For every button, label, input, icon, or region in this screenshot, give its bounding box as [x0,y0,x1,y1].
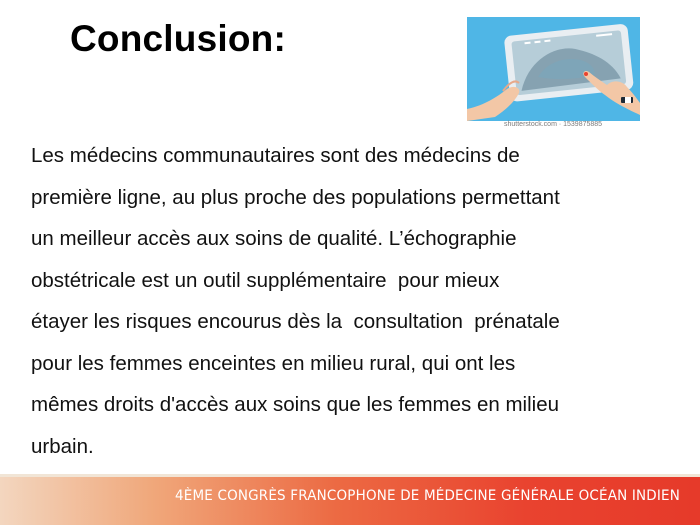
paragraph-line: première ligne, au plus proche des populations permettant [31,185,560,209]
paragraph-line: pour les femmes enceintes en milieu rural, qui ont les [31,351,516,375]
slide-title: Conclusion: [70,18,286,59]
conclusion-paragraph [31,135,651,467]
paragraph-line: obstétricale est un outil supplémentaire pour mieux [31,268,500,292]
image-credit: shutterstock.com · 1539875885 [504,121,603,128]
paragraph-line: un meilleur accès aux soins de qualité. L’échographie [31,227,517,250]
hands-holding-tablet-icon [467,17,640,129]
paragraph-line: Les médecins communautaires sont des médecins de [31,144,520,167]
paragraph-line: mêmes droits d'accès aux soins que les femmes en milieu [31,393,560,416]
ultrasound-tablet-illustration [467,17,640,129]
paragraph-line: urbain. [31,434,94,458]
paragraph-line: étayer les risques encourus dès la consultation prénatale [31,310,560,333]
congress-footer-text: 4ÈME CONGRÈS FRANCOPHONE DE MÉDECINE GÉNÉRALE OCÉAN INDIEN [174,488,680,504]
